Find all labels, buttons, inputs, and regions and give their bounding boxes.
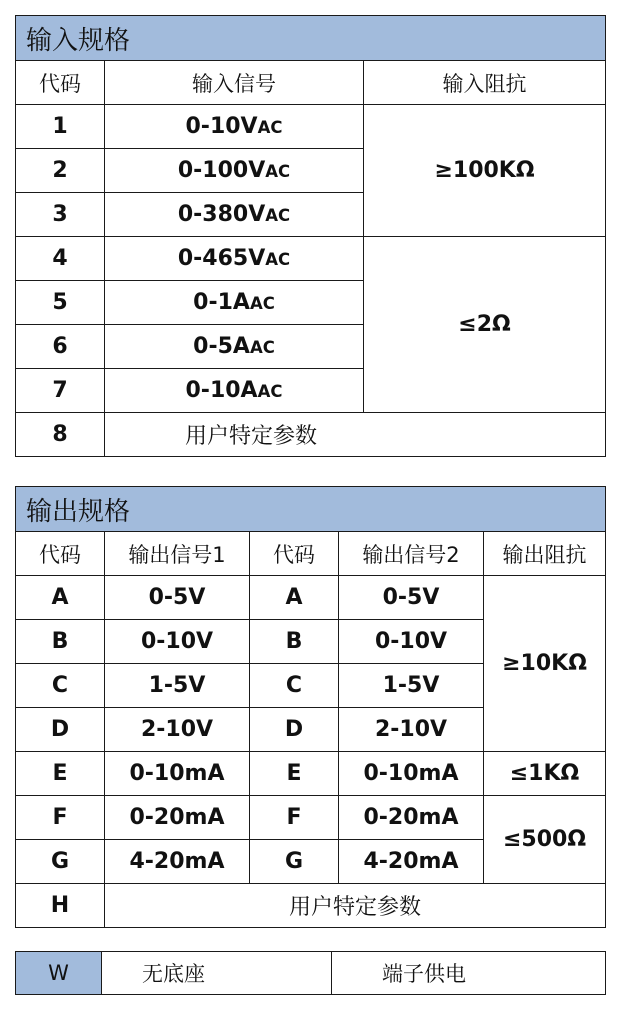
option-code: W <box>16 952 102 995</box>
input-code: 8 <box>16 413 105 457</box>
output-signal1: 0-20mA <box>105 796 250 840</box>
input-spec-title: 输入规格 <box>16 16 606 61</box>
input-code: 6 <box>16 325 105 369</box>
output-impedance-500: ≤500Ω <box>484 796 606 884</box>
table-row <box>16 796 606 840</box>
input-code: 3 <box>16 193 105 237</box>
output-code2: F <box>250 796 339 840</box>
input-code: 5 <box>16 281 105 325</box>
output-header-signal2: 输出信号2 <box>339 532 484 576</box>
output-code1: G <box>16 840 105 884</box>
input-spec-table <box>15 15 606 457</box>
input-impedance-low: ≤2Ω <box>364 237 606 413</box>
output-spec-table <box>15 486 606 928</box>
output-custom-code: H <box>16 884 105 928</box>
input-signal: 0-10VAC <box>105 105 364 149</box>
output-signal2: 0-20mA <box>339 796 484 840</box>
output-title-row <box>16 487 606 532</box>
output-signal1: 2-10V <box>105 708 250 752</box>
output-signal2: 1-5V <box>339 664 484 708</box>
table-row <box>16 237 606 281</box>
output-code2: C <box>250 664 339 708</box>
table-row <box>16 752 606 796</box>
table-row <box>16 576 606 620</box>
input-code: 1 <box>16 105 105 149</box>
input-signal: 0-100VAC <box>105 149 364 193</box>
option-base: 无底座 <box>102 952 332 995</box>
output-header-code1: 代码 <box>16 532 105 576</box>
output-signal1: 0-10V <box>105 620 250 664</box>
output-code1: D <box>16 708 105 752</box>
output-code1: B <box>16 620 105 664</box>
input-code: 7 <box>16 369 105 413</box>
output-code2: D <box>250 708 339 752</box>
output-signal1: 4-20mA <box>105 840 250 884</box>
input-impedance-high: ≥100KΩ <box>364 105 606 237</box>
output-signal2: 0-10mA <box>339 752 484 796</box>
output-code1: A <box>16 576 105 620</box>
option-table <box>15 951 606 995</box>
output-code2: B <box>250 620 339 664</box>
input-header-row <box>16 61 606 105</box>
table-row <box>16 952 606 995</box>
output-code1: F <box>16 796 105 840</box>
output-signal2: 2-10V <box>339 708 484 752</box>
input-signal: 0-5AAC <box>105 325 364 369</box>
input-custom-label: 用户特定参数 <box>105 413 606 457</box>
output-signal1: 0-5V <box>105 576 250 620</box>
output-code2: E <box>250 752 339 796</box>
output-impedance-10k: ≥10KΩ <box>484 576 606 752</box>
input-signal: 0-10AAC <box>105 369 364 413</box>
input-header-code: 代码 <box>16 61 105 105</box>
input-header-signal: 输入信号 <box>105 61 364 105</box>
output-header-row <box>16 532 606 576</box>
input-signal: 0-380VAC <box>105 193 364 237</box>
output-signal1: 1-5V <box>105 664 250 708</box>
input-code: 2 <box>16 149 105 193</box>
output-signal2: 0-10V <box>339 620 484 664</box>
input-signal: 0-465VAC <box>105 237 364 281</box>
table-row <box>16 105 606 149</box>
output-signal1: 0-10mA <box>105 752 250 796</box>
output-code2: A <box>250 576 339 620</box>
output-spec-title: 输出规格 <box>16 487 606 532</box>
output-code1: C <box>16 664 105 708</box>
output-header-impedance: 输出阻抗 <box>484 532 606 576</box>
input-code: 4 <box>16 237 105 281</box>
output-impedance-1k: ≤1KΩ <box>484 752 606 796</box>
input-signal: 0-1AAC <box>105 281 364 325</box>
output-signal2: 0-5V <box>339 576 484 620</box>
output-header-signal1: 输出信号1 <box>105 532 250 576</box>
output-custom-label: 用户特定参数 <box>105 884 606 928</box>
option-power: 端子供电 <box>332 952 606 995</box>
table-row <box>16 884 606 928</box>
output-signal2: 4-20mA <box>339 840 484 884</box>
output-header-code2: 代码 <box>250 532 339 576</box>
output-code1: E <box>16 752 105 796</box>
input-header-impedance: 输入阻抗 <box>364 61 606 105</box>
output-code2: G <box>250 840 339 884</box>
input-title-row <box>16 16 606 61</box>
table-row <box>16 413 606 457</box>
